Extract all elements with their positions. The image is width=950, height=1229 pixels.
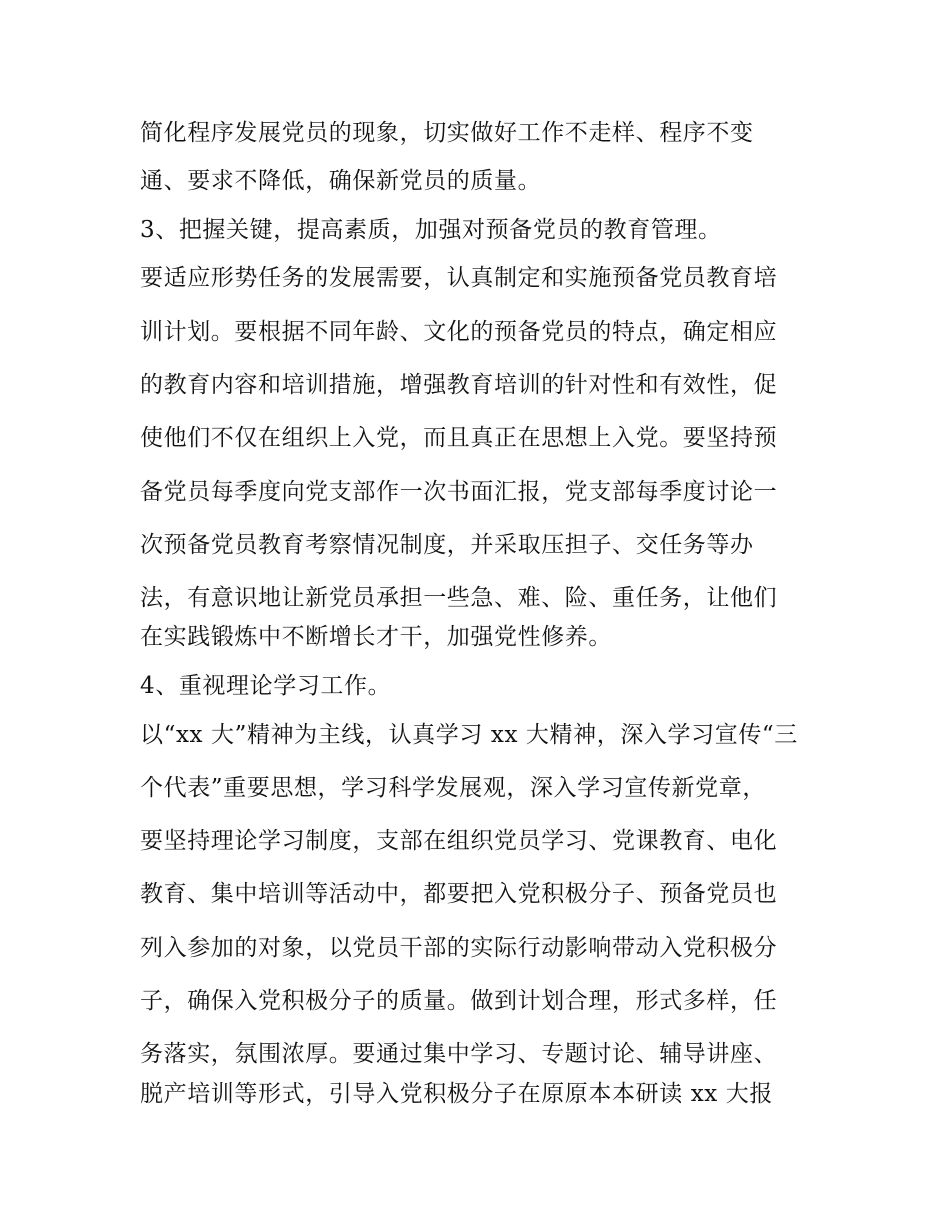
text-line: 以“xx 大”精神为主线，认真学习 xx 大精神，深入学习宣传“三 [140, 722, 798, 748]
text-line: 脱产培训等形式，引导入党积极分子在原原本本研读 xx 大报 [140, 1081, 773, 1107]
text-line: 教育、集中培训等活动中，都要把入党积极分子、预备党员也 [140, 881, 778, 907]
text-line: 通、要求不降低，确保新党员的质量。 [140, 168, 542, 194]
text-line: 要适应形势任务的发展需要，认真制定和实施预备党员教育培 [140, 265, 778, 291]
text-line: 的教育内容和培训措施，增强教育培训的针对性和有效性，促 [140, 372, 778, 398]
text-line: 列入参加的对象，以党员干部的实际行动影响带动入党积极分 [140, 935, 778, 961]
text-line: 训计划。要根据不同年龄、文化的预备党员的特点，确定相应 [140, 319, 778, 345]
text-line: 备党员每季度向党支部作一次书面汇报，党支部每季度讨论一 [140, 479, 778, 505]
text-line: 法，有意识地让新党员承担一些急、难、险、重任务，让他们 [140, 585, 778, 611]
text-line: 在实践锻炼中不断增长才干，加强党性修养。 [140, 624, 612, 650]
text-line: 次预备党员教育考察情况制度，并采取压担子、交任务等办 [140, 532, 754, 558]
text-line: 子，确保入党积极分子的质量。做到计划合理，形式多样，任 [140, 988, 778, 1014]
section-heading: 3、把握关键，提高素质，加强对预备党员的教育管理。 [140, 217, 722, 243]
text-line: 使他们不仅在组织上入党，而且真正在思想上入党。要坚持预 [140, 425, 778, 451]
section-heading: 4、重视理论学习工作。 [140, 673, 392, 699]
text-line: 要坚持理论学习制度，支部在组织党员学习、党课教育、电化 [140, 828, 778, 854]
text-line: 简化程序发展党员的现象，切实做好工作不走样、程序不变 [140, 120, 754, 146]
text-line: 务落实，氛围浓厚。要通过集中学习、专题讨论、辅导讲座、 [140, 1041, 778, 1067]
text-line: 个代表”重要思想，学习科学发展观，深入学习宣传新党章， [140, 775, 766, 801]
